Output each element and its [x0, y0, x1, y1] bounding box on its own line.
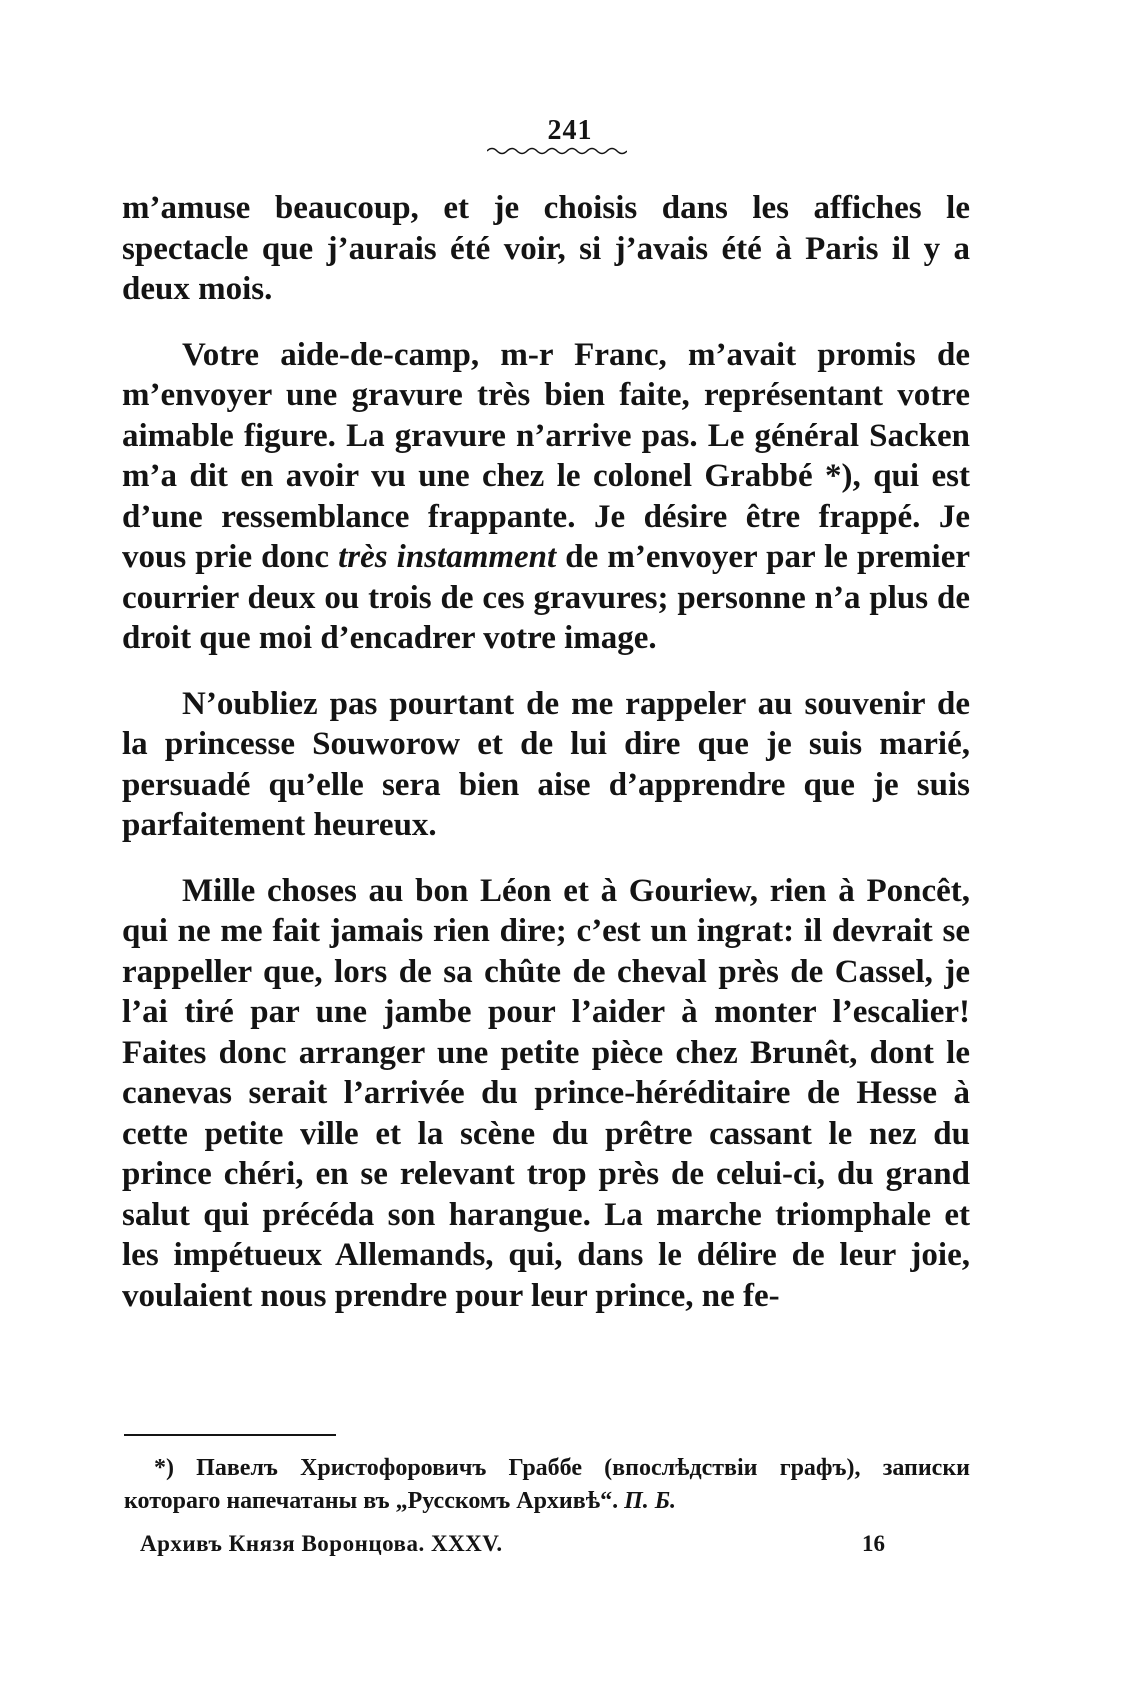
paragraph-2 [122, 335, 970, 659]
footnote [124, 1452, 970, 1518]
wavy-ornament-icon [487, 146, 627, 156]
footnote-divider [124, 1434, 336, 1436]
main-text [122, 188, 970, 1316]
footnote-text: *) Павелъ Христофоровичъ Граббе (впослѣдствіи графъ), записки котораго напечатаны въ „Русскомъ Архивѣ“. [124, 1455, 970, 1514]
page-number: 241 [547, 115, 593, 146]
paragraph-2-text-start: Votre aide-de-camp, m-r Franc, m’avait promis de m’envoyer une gravure très bien faite, représentant votre aimable figure. La gravure n’arrive pas. Le général Sacken m’a dit en avoir vu une chez le colonel Grabbé *), qui est d’une ressemblance frappante. Je désire être frappé. Je vous prie donc [122, 336, 970, 575]
paragraph-2-emphasis: très instamment [338, 539, 557, 575]
footnote-initials: П. Б. [624, 1488, 677, 1514]
paragraph-3: N’oubliez pas pourtant de me rappeler au souvenir de la princesse Souworow et de lui dire que je suis marié, persuadé qu’elle sera bien aise d’apprendre que je suis parfaitement heureux. [122, 685, 970, 843]
printer-signature: Архивъ Князя Воронцова. XXXV. [140, 1531, 503, 1556]
sheet-number: 16 [862, 1531, 885, 1556]
paragraph-2-text-end: de m’envoyer par le premier courrier deux ou trois de ces gravures; personne n’a plus de droit que moi d’encadrer votre image. [122, 539, 970, 656]
paragraph-4: Mille choses au bon Léon et à Gouriew, rien à Poncêt, qui ne me fait jamais rien dire; c’est un ingrat: il devrait se rappeller que, lors de sa chûte de cheval près de Cassel, je l’ai tiré par une jambe pour l’aider à monter l’escalier! Faites donc arranger une petite pièce chez Brunêt, dont le canevas serait l’arrivée du prince-héréditaire de Hesse à cette petite ville et la scène du prêtre cassant le nez du prince chéri, en se relevant trop près de celui-ci, du grand salut qui précéda son harangue. La marche triomphale et les impétueux Allemands, qui, dans le délire de leur joie, voulaient nous prendre pour leur prince, ne fe- [122, 872, 970, 1314]
paragraph-1: m’amuse beaucoup, et je choisis dans les affiches le spectacle que j’aurais été voir, si j’avais été à Paris il y a deux mois. [122, 190, 970, 307]
